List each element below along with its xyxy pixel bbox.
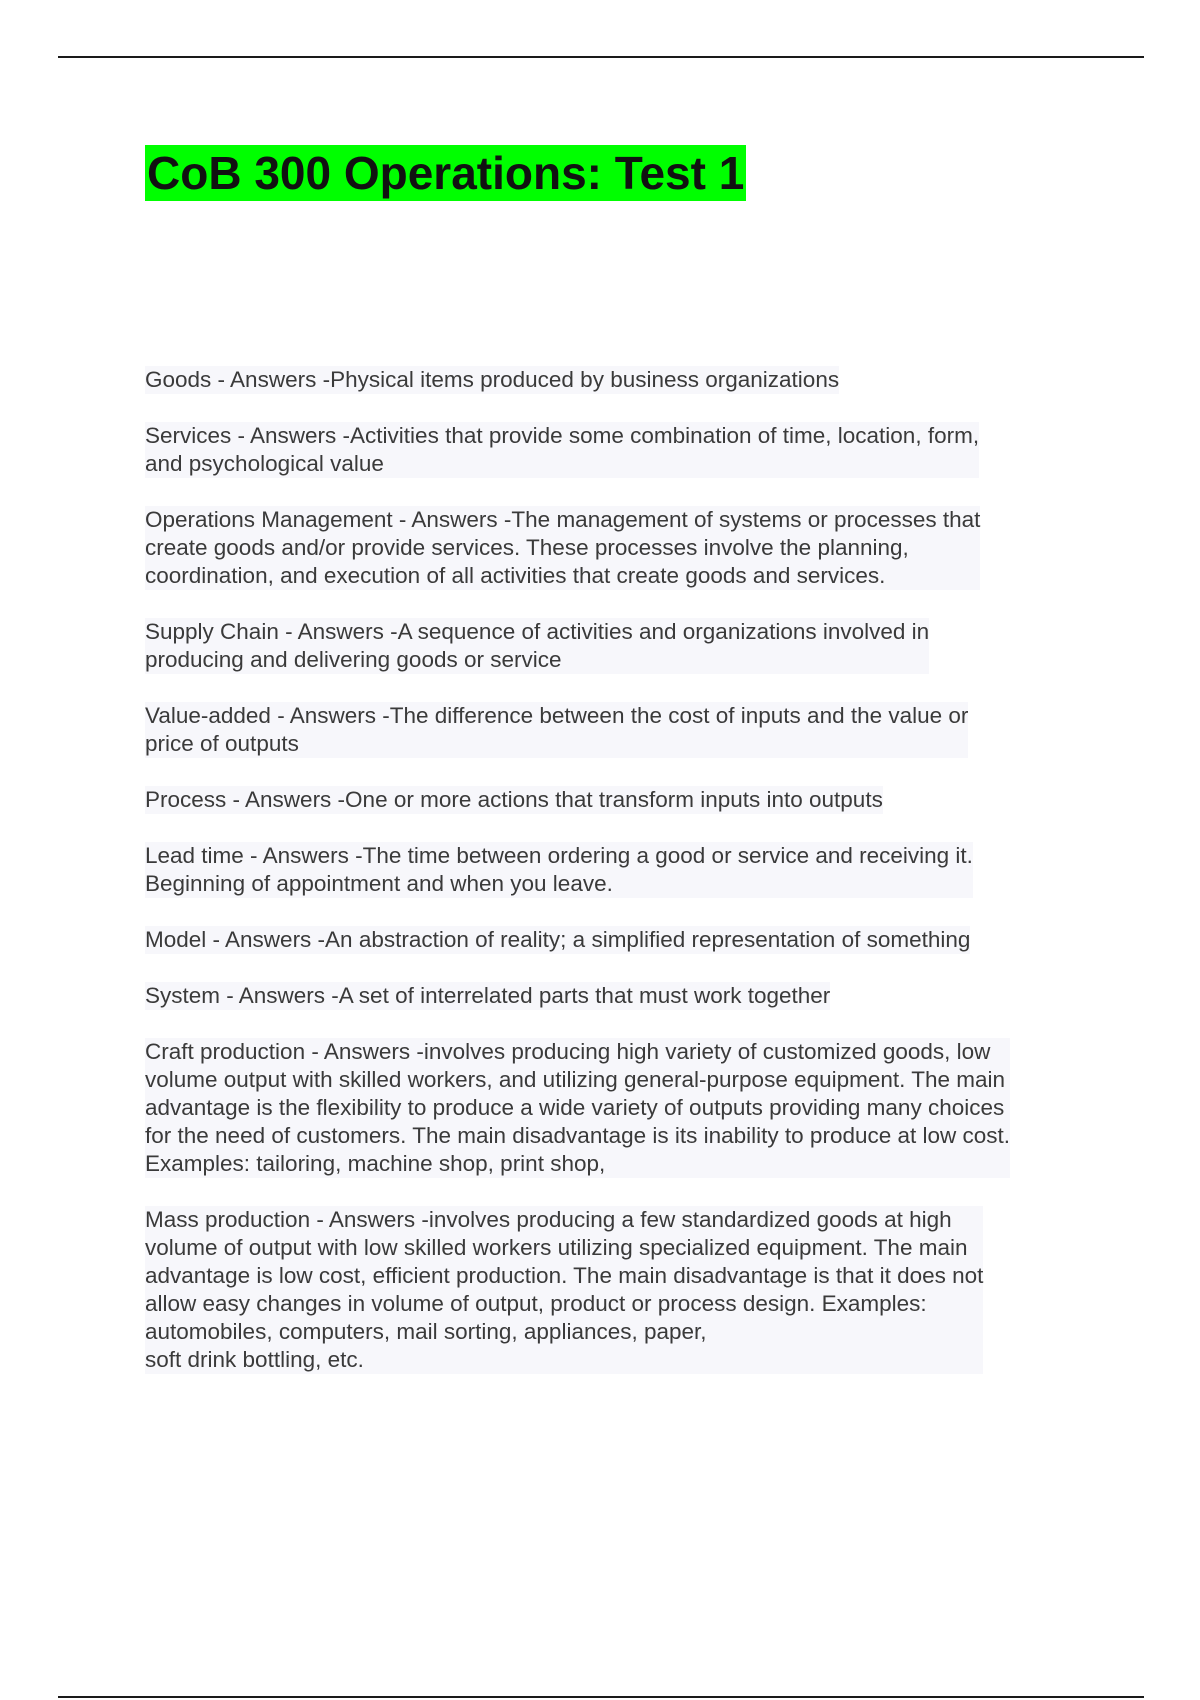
footer-rule [58,1696,1144,1698]
entry-system: System - Answers -A set of interrelated parts that must work together [145,983,831,1008]
entry-goods: Goods - Answers -Physical items produced by business organizations [145,367,840,392]
entry-supply-chain: Supply Chain - Answers -A sequence of activities and organizations involved in producing and delivering goods or service [145,619,930,672]
title-container [145,145,746,201]
entry-mass-production: Mass production - Answers -involves producing a few standardized goods at high volume of output with low skilled workers utilizing specialized equipment. The main advantage is low cost, efficient production. The main disadvantage is that it does not allow easy changes in volume of output, product or process design. Examples: automobiles, computers, mail sorting, appliances, paper, soft drink bottling, etc. [145,1207,984,1372]
entry-model: Model - Answers -An abstraction of reality; a simplified representation of something [145,927,971,952]
entry-craft-production: Craft production - Answers -involves producing high variety of customized goods, low volume output with skilled workers, and utilizing general-purpose equipment. The main advantage is the flexibility to produce a wide variety of outputs providing many choices for the need of customers. The main disadvantage is its inability to produce at low cost. Examples: tailoring, machine shop, print shop, [145,1039,1011,1176]
entry-operations-management: Operations Management - Answers -The management of systems or processes that create goods and/or provide services. These processes involve the planning, coordination, and execution of all activities that create goods and services. [145,507,981,588]
page-title: CoB 300 Operations: Test 1 [147,147,745,199]
entry-lead-time: Lead time - Answers -The time between ordering a good or service and receiving it. Beginning of appointment and when you leave. [145,843,973,896]
entry-value-added: Value-added - Answers -The difference between the cost of inputs and the value or price of outputs [145,703,969,756]
flashcard-list [145,366,1080,1402]
entry-services: Services - Answers -Activities that provide some combination of time, location, form, and psychological value [145,423,980,476]
header-rule [58,56,1144,58]
entry-process: Process - Answers -One or more actions that transform inputs into outputs [145,787,883,812]
